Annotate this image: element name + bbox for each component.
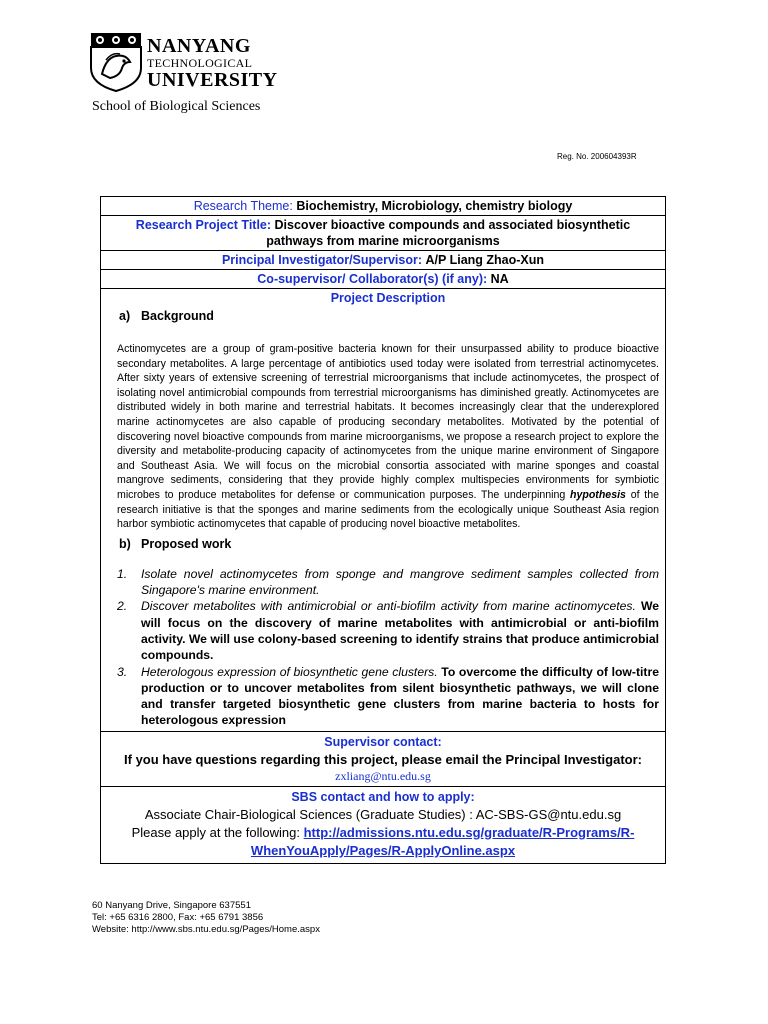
logo-line-3: UNIVERSITY xyxy=(147,69,278,91)
project-title-value: Discover bioactive compounds and associated biosynthetic pathways from marine microorganisms xyxy=(266,218,631,248)
pi-value: A/P Liang Zhao-Xun xyxy=(425,253,545,267)
school-name: School of Biological Sciences xyxy=(92,99,261,114)
footer-phone: Tel: +65 6316 2800, Fax: +65 6791 3856 xyxy=(92,912,264,923)
background-text-2: of the research initiative is that the sponges and marine sediments from the ecologically unique Southeast Asia region harbor symbiotic actinomycetes that capable of producing novel bioactive metabolites. xyxy=(117,488,659,531)
research-theme-label: Research Theme: xyxy=(193,199,293,213)
list-item-italic: Isolate novel actinomycetes from sponge and mangrove sediment samples collected from Singapore's marine environment. xyxy=(141,566,659,598)
footer-address: 60 Nanyang Drive, Singapore 637551 xyxy=(92,900,251,911)
footer-website[interactable]: Website: http://www.sbs.ntu.edu.sg/Pages/Home.aspx xyxy=(92,924,320,935)
list-item-italic: Discover metabolites with antimicrobial or anti-biofilm activity from marine actinomycetes. xyxy=(141,599,636,614)
proposed-heading-text: Proposed work xyxy=(141,536,232,551)
research-theme-row xyxy=(101,197,665,216)
list-item-italic: Heterologous expression of biosynthetic gene clusters. xyxy=(141,664,438,679)
cosupervisor-row xyxy=(101,270,665,289)
apply-link[interactable]: http://admissions.ntu.edu.sg/graduate/R-Programs/R- xyxy=(303,824,635,840)
proposed-work-heading xyxy=(119,536,659,552)
proposed-work-list xyxy=(117,566,659,729)
list-item xyxy=(117,664,659,729)
list-item-number: 3. xyxy=(117,664,128,679)
list-item xyxy=(117,598,659,663)
list-item xyxy=(117,566,659,599)
project-description-title: Project Description xyxy=(330,291,446,305)
background-marker: a) xyxy=(119,309,131,323)
apply-line xyxy=(107,824,659,842)
logo-line-2: TECHNOLOGICAL xyxy=(147,56,253,70)
university-crest-icon xyxy=(90,32,142,92)
supervisor-contact-text: If you have questions regarding this project, please email the Principal Investigator: xyxy=(124,751,642,767)
background-heading-text: Background xyxy=(141,309,214,323)
supervisor-contact-title: Supervisor contact: xyxy=(324,734,442,749)
apply-prefix: Please apply at the following: xyxy=(131,824,300,840)
list-item-detail: To overcome the difficulty of low-titre production or to uncover metabolites from silent biosynthetic pathways, we will clone and transfer targeted biosynthetic gene clusters from marine bacteria to hosts for heterologous expression xyxy=(141,664,659,728)
hypothesis-word: hypothesis xyxy=(570,488,626,501)
project-title-row xyxy=(101,216,665,251)
list-item-detail: We will focus on the discovery of marine metabolites with antimicrobial or anti-biofilm activity. We will use colony-based screening to identify strains that produce antimicrobial compounds. xyxy=(141,599,659,663)
logo-line-1: NANYANG xyxy=(147,35,251,57)
background-paragraph xyxy=(117,342,659,532)
list-item-number: 1. xyxy=(117,566,128,581)
cosupervisor-label: Co-supervisor/ Collaborator(s) (if any): xyxy=(257,272,488,286)
research-theme-value: Biochemistry, Microbiology, chemistry biology xyxy=(296,199,573,213)
pi-row xyxy=(101,251,665,270)
proposed-marker: b) xyxy=(119,536,131,551)
supervisor-contact-section xyxy=(101,732,665,787)
university-logo xyxy=(90,32,290,92)
apply-link-continued-line xyxy=(107,842,659,860)
sbs-contact-section xyxy=(101,787,665,863)
sbs-contact-title: SBS contact and how to apply: xyxy=(291,789,475,804)
sbs-contact-line: Associate Chair-Biological Sciences (Graduate Studies) : AC-SBS-GS@ntu.edu.sg xyxy=(144,806,622,822)
apply-link-continued[interactable]: WhenYouApply/Pages/R-ApplyOnline.aspx xyxy=(250,842,516,858)
project-description-section xyxy=(101,289,665,732)
list-item-number: 2. xyxy=(117,599,128,614)
footer xyxy=(92,900,320,936)
background-heading xyxy=(119,308,659,324)
project-title-label: Research Project Title: xyxy=(135,218,272,232)
pi-label: Principal Investigator/Supervisor: xyxy=(221,253,423,267)
project-table xyxy=(100,196,666,864)
supervisor-email-link[interactable]: zxliang@ntu.edu.sg xyxy=(335,768,431,783)
registration-number: Reg. No. 200604393R xyxy=(557,152,637,161)
background-text-1: Actinomycetes are a group of gram-positive bacteria known for their unsurpassed ability to produce bioactive secondary metabolites. A large percentage of antibiotics used today were isolated from terrestrial actinomycetes. After sixty years of extensive screening of terrestrial microorganisms that include actinomycetes, the prospect of isolating novel antimicrobial compounds from terrestrial microorganisms has diminished greatly. Actinomycetes are distributed widely in both marine and terrestrial habitats. It becomes increasingly clear that the underexplored marine actinomycetes are also capable of producing secondary metabolites. Motivated by the potential of discovering novel bioactive compounds from marine microorganisms, we propose a research project to explore the diversity and metabolite-producing capacity of actinomycetes from the unique marine environment of Singapore and Southeast Asia. We will focus on the microbial consortia associated with marine sponges and coastal mangrove sediments, considering that they provide highly complex multispecies environments for symbiotic microbes to produce metabolites for defense or communication purposes. The underpinning xyxy=(117,343,659,501)
cosupervisor-value: NA xyxy=(490,272,509,286)
